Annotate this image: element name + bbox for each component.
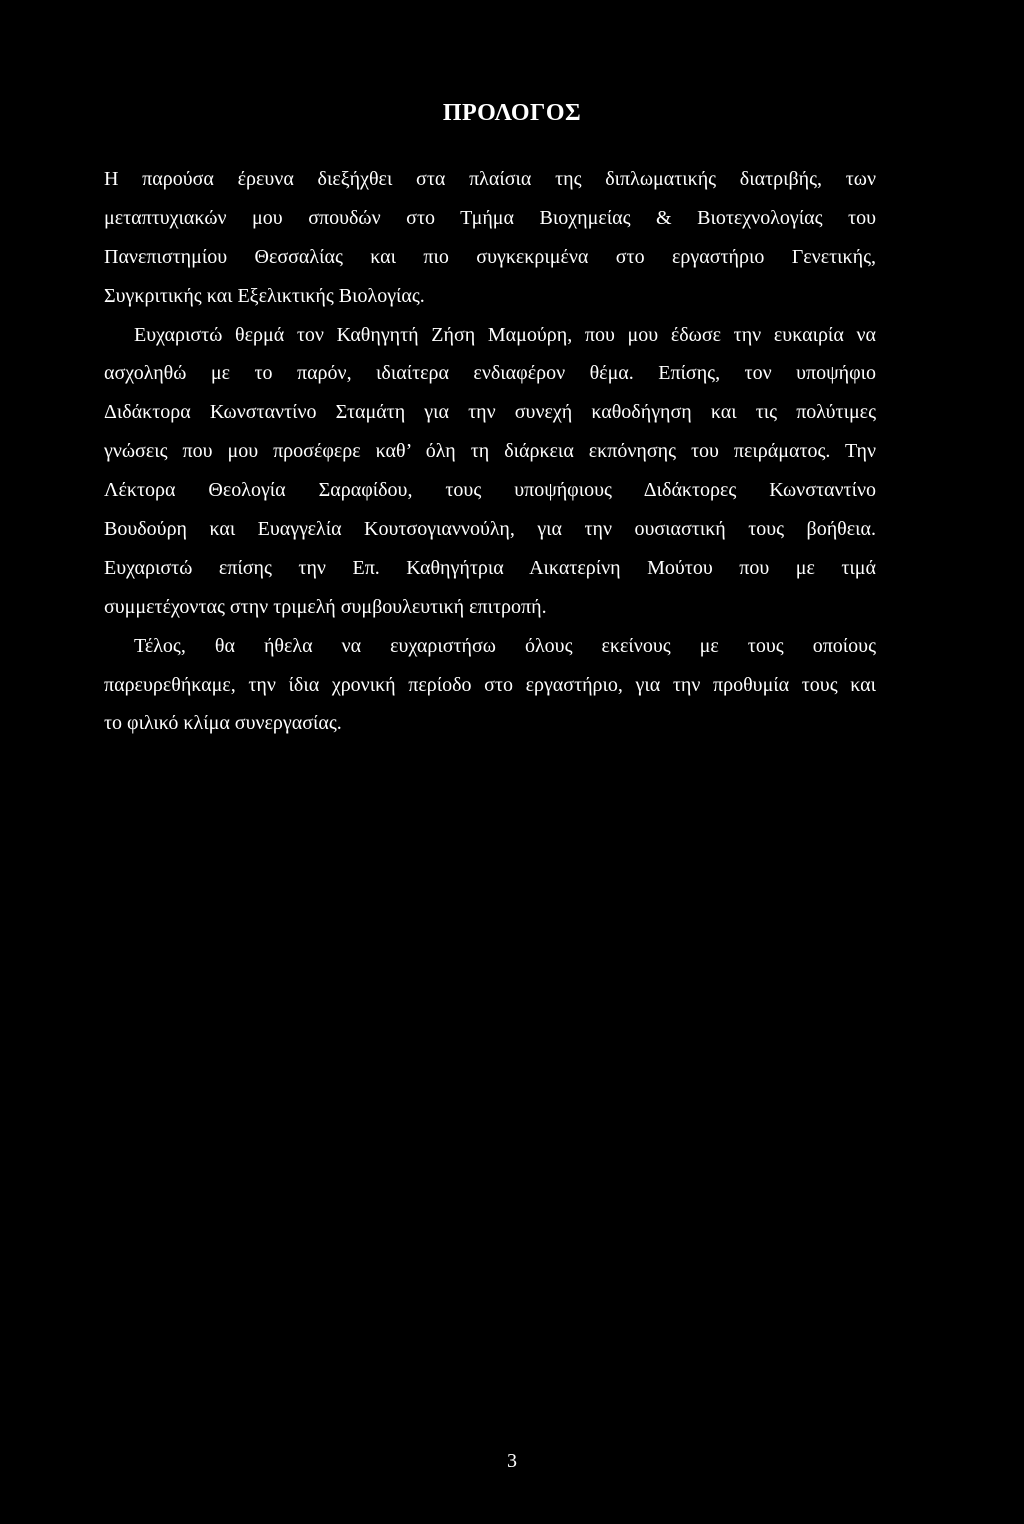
text-line: μεταπτυχιακών μου σπουδών στο Τμήμα Βιοχημείας & Βιοτεχνολογίας του <box>104 206 876 229</box>
text-line: συμμετέχοντας στην τριμελή συμβουλευτική επιτροπή. <box>104 595 547 618</box>
text-line: Ευχαριστώ θερμά τον Καθηγητή Ζήση Μαμούρη, που μου έδωσε την ευκαιρία να <box>134 323 876 346</box>
text-line: ασχοληθώ με το παρόν, ιδιαίτερα ενδιαφέρον θέμα. Επίσης, τον υποψήφιο <box>104 362 876 385</box>
text-line: Πανεπιστημίου Θεσσαλίας και πιο συγκεκριμένα στο εργαστήριο Γενετικής, <box>104 245 876 268</box>
text-line: Τέλος, θα ήθελα να ευχαριστήσω όλους εκείνους με τους οποίους <box>134 634 876 657</box>
text-line: Λέκτορα Θεολογία Σαραφίδου, τους υποψήφιους Διδάκτορες Κωνσταντίνο <box>104 479 876 502</box>
text-line: το φιλικό κλίμα συνεργασίας. <box>104 712 342 735</box>
preface-body <box>104 160 876 743</box>
text-line: γνώσεις που μου προσέφερε καθ’ όλη τη διάρκεια εκπόνησης του πειράματος. Την <box>104 440 876 463</box>
text-line: Ευχαριστώ επίσης την Επ. Καθηγήτρια Αικατερίνη Μούτου που με τιμά <box>104 556 876 579</box>
text-line: Συγκριτικής και Εξελικτικής Βιολογίας. <box>104 284 425 307</box>
page-title: ΠΡΟΛΟΓΟΣ <box>442 100 582 126</box>
text-line: Διδάκτορα Κωνσταντίνο Σταμάτη για την συνεχή καθοδήγηση και τις πολύτιμες <box>104 401 876 424</box>
text-line: παρευρεθήκαμε, την ίδια χρονική περίοδο στο εργαστήριο, για την προθυμία τους και <box>104 673 876 696</box>
text-line: Βουδούρη και Ευαγγελία Κουτσογιαννούλη, για την ουσιαστική τους βοήθεια. <box>104 518 876 541</box>
text-line: Η παρούσα έρευνα διεξήχθει στα πλαίσια της διπλωματικής διατριβής, των <box>104 168 876 190</box>
page-number: 3 <box>507 1450 517 1472</box>
